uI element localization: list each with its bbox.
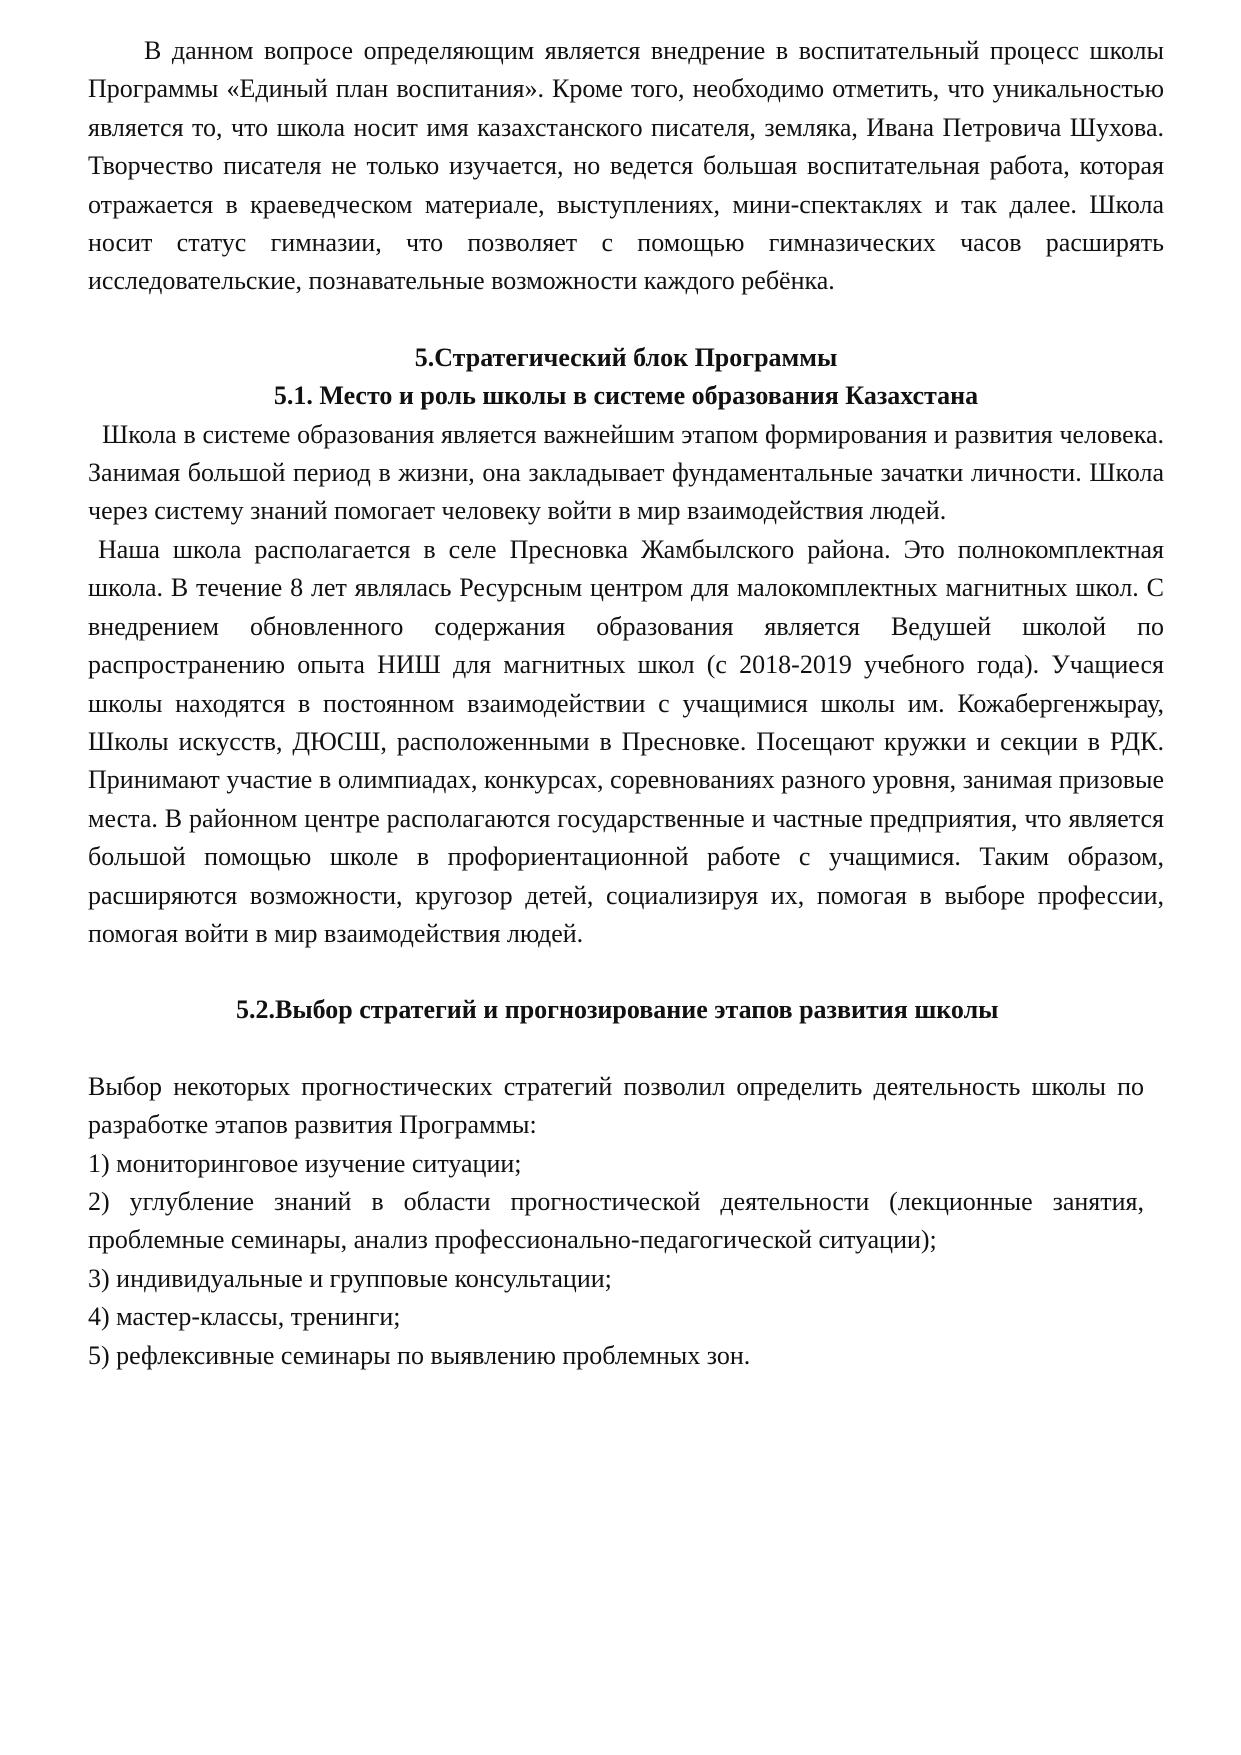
list-item: 5) рефлексивные семинары по выявлению проблемных зон. (88, 1340, 751, 1370)
spacer (88, 953, 1164, 991)
spacer (88, 301, 1164, 339)
spacer (88, 1030, 1164, 1068)
section-5-title: 5.Стратегический блок Программы (414, 342, 838, 372)
intro-paragraph: В данном вопросе определяющим является внедрение в воспитательный процесс школы Программы «Единый план воспитания». Кроме того, необходимо отметить, что уникальностью является то, что школа носит имя казахстанского писателя, земляка, Ивана Петровича Шухова. Творчество писателя не только изучается, но ведется большая воспитательная работа, которая отражается в краеведческом материале, выступлениях, мини-спектаклях и так далее. Школа носит статус гимназии, что позволяет с помощью гимназических часов расширять исследовательские, познавательные возможности каждого ребёнка. (88, 36, 1164, 296)
list-item: 4) мастер-классы, тренинги; (88, 1302, 401, 1332)
list-item: 3) индивидуальные и групповые консультации; (88, 1263, 612, 1293)
section-5-1-paragraph-2: Наша школа располагается в селе Пресновка Жамбылского района. Это полнокомплектная школа. В течение 8 лет являлась Ресурсным центром для малокомплектных магнитных школ. С внедрением обновленного содержания образования является Ведушей школой по распространению опыта НИШ для магнитных школ (с 2018-2019 учебного года). Учащиеся школы находятся в постоянном взаимодействии с учащимися школы им. Кожабергенжырау, Школы искусств, ДЮСШ, расположенными в Пресновке. Посещают кружки и секции в РДК. Принимают участие в олимпиадах, конкурсах, соревнованиях разного уровня, занимая призовые места. В районном центре располагаются государственные и частные предприятия, что является большой помощью школе в профориентационной работе с учащимися. Таким образом, расширяются возможности, кругозор детей, социализируя их, помогая в выборе профессии, помогая войти в мир взаимодействия людей. (88, 534, 1164, 948)
section-5-2-intro: Выбор некоторых прогностических стратегий позволил определить деятельность школы по разработке этапов развития Программы: (88, 1071, 1144, 1140)
section-5-2-body (88, 1068, 1144, 1375)
list-item: 1) мониторинговое изучение ситуации; (88, 1148, 522, 1178)
section-5-1-title: 5.1. Место и роль школы в системе образования Казахстана (273, 381, 979, 411)
section-5-2-title: 5.2.Выбор стратегий и прогнозирование этапов развития школы (236, 995, 999, 1025)
document-page (88, 32, 1164, 1375)
section-5-1-paragraph-1: Школа в системе образования является важнейшим этапом формирования и развития человека. Занимая большой период в жизни, она закладывает фундаментальные зачатки личности. Школа через систему знаний помогает человеку войти в мир взаимодействия людей. (88, 419, 1164, 526)
list-item: 2) углубление знаний в области прогностической деятельности (лекционные занятия, проблемные семинары, анализ профессионально-педагогической ситуации); (88, 1186, 1144, 1255)
